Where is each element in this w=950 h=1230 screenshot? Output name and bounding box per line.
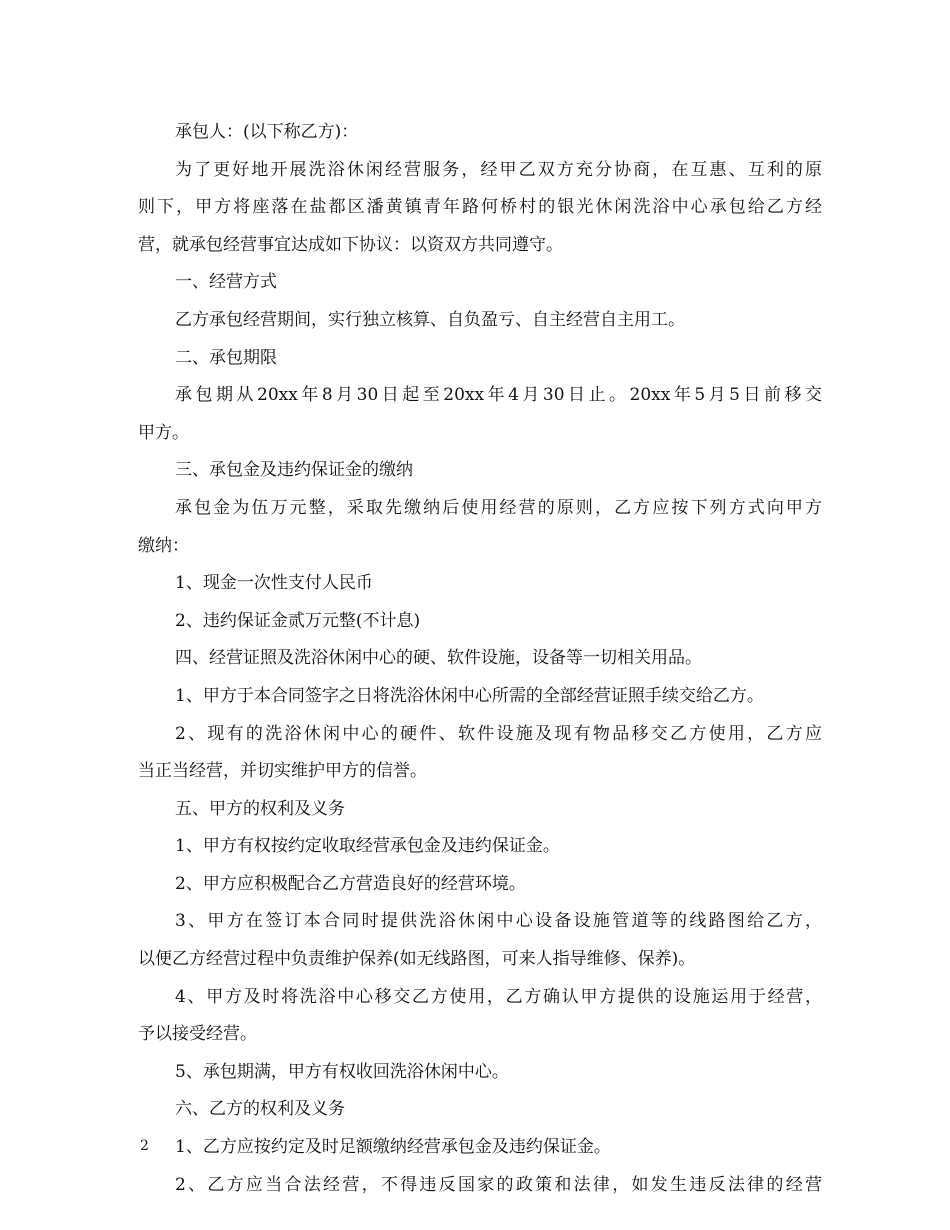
text-line: 1、甲方于本合同签字之日将洗浴休闲中心所需的全部经营证照手续交给乙方。	[175, 685, 764, 706]
text-line: 则下，甲方将座落在盐都区潘黄镇青年路何桥村的银光休闲洗浴中心承包给乙方经	[138, 197, 822, 218]
text-line: 三、承包金及违约保证金的缴纳	[175, 460, 413, 481]
text-line: 4、甲方及时将洗浴中心移交乙方使用，乙方确认甲方提供的设施运用于经营，	[175, 986, 822, 1007]
text-line: 一、经营方式	[175, 272, 277, 293]
text-line: 缴纳：	[138, 535, 189, 556]
text-line: 五、甲方的权利及义务	[175, 798, 345, 819]
text-line: 2、违约保证金贰万元整(不计息)	[175, 610, 421, 631]
text-line: 3、甲方在签订本合同时提供洗浴休闲中心设备设施管道等的线路图给乙方，	[175, 911, 822, 932]
text-line: 承包金为伍万元整，采取先缴纳后使用经营的原则，乙方应按下列方式向甲方	[175, 497, 822, 518]
text-line: 承包期从20xx年8月30日起至20xx年4月30日止。20xx年5月5日前移交	[175, 385, 822, 406]
text-line: 1、现金一次性支付人民币	[175, 573, 373, 594]
page-number: 2	[140, 1138, 149, 1154]
text-line: 以便乙方经营过程中负责维护保养(如无线路图，可来人指导维修、保养)。	[138, 949, 696, 970]
text-line: 六、乙方的权利及义务	[175, 1099, 345, 1120]
text-line: 5、承包期满，甲方有权收回洗浴休闲中心。	[175, 1061, 509, 1082]
text-line: 当正当经营，并切实维护甲方的信誉。	[138, 761, 427, 782]
text-line: 乙方承包经营期间，实行独立核算、自负盈亏、自主经营自主用工。	[175, 309, 685, 330]
text-line: 2、现有的洗浴休闲中心的硬件、软件设施及现有物品移交乙方使用，乙方应	[175, 723, 822, 744]
text-line: 1、乙方应按约定及时足额缴纳经营承包金及违约保证金。	[175, 1137, 611, 1158]
text-line: 甲方。	[138, 422, 189, 443]
text-line: 2、乙方应当合法经营，不得违反国家的政策和法律，如发生违反法律的经营	[175, 1174, 822, 1195]
text-line: 四、经营证照及洗浴休闲中心的硬、软件设施，设备等一切相关用品。	[175, 648, 702, 669]
text-line: 二、承包期限	[175, 347, 277, 368]
text-line: 1、甲方有权按约定收取经营承包金及违约保证金。	[175, 836, 560, 857]
text-line: 承包人：(以下称乙方)：	[175, 122, 359, 142]
text-line: 营，就承包经营事宜达成如下协议：以资双方共同遵守。	[138, 234, 563, 255]
text-line: 2、甲方应积极配合乙方营造良好的经营环境。	[175, 873, 526, 894]
text-line: 予以接受经营。	[138, 1024, 257, 1045]
text-line: 为了更好地开展洗浴休闲经营服务，经甲乙双方充分协商，在互惠、互利的原	[175, 159, 822, 180]
document-body	[138, 114, 822, 1204]
